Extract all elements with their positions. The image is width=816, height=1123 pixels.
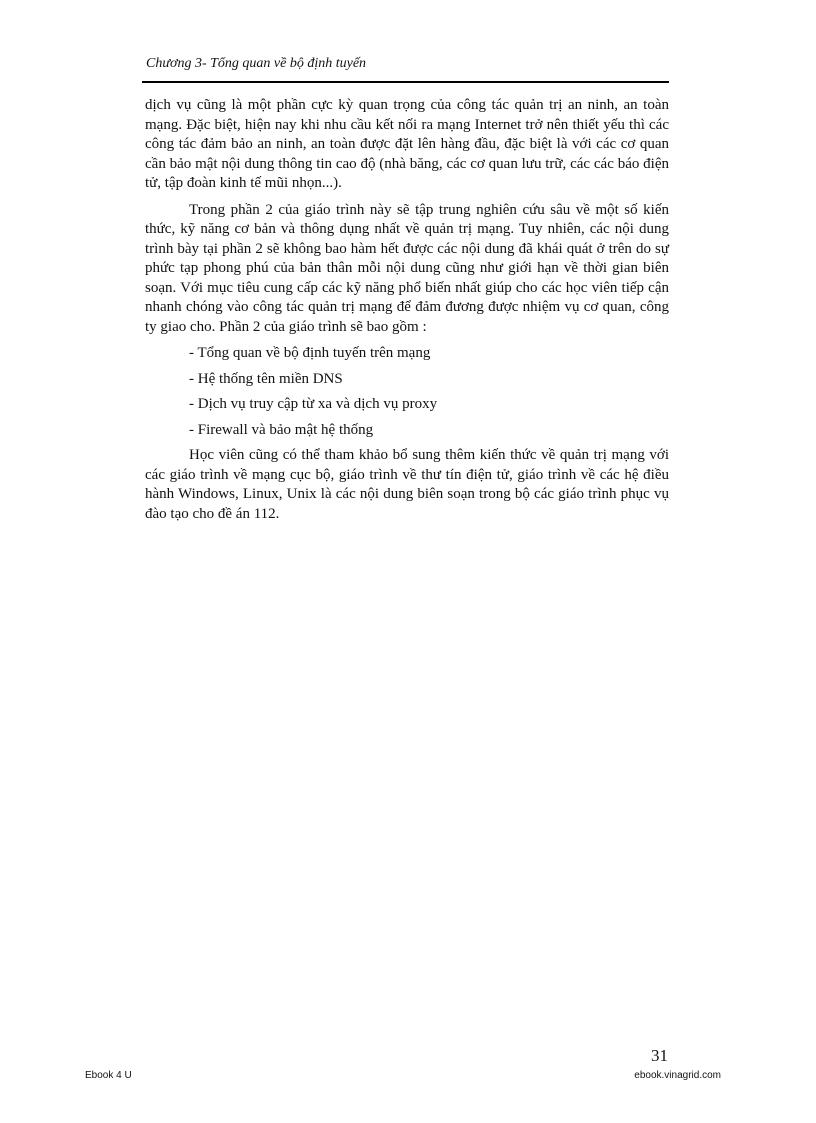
paragraph-2: Trong phần 2 của giáo trình này sẽ tập trung nghiên cứu sâu về một số kiến thức, kỹ năng cơ bản và thông dụng nhất về quản trị mạng. Tuy nhiên, các nội dung trình bày tại phần 2 sẽ không bao hàm hết được các nội dung đã khái quát ở trên do sự phức tạp phong phú của bản thân mỗi nội dung cũng như giới hạn về thời gian biên soạn. Với mục tiêu cung cấp các kỹ năng phổ biến nhất giúp cho các học viên tiếp cận nhanh chóng vào công tác quản trị mạng để đảm đương được nhiệm vụ cơ quan, công ty giao cho. Phần 2 của giáo trình sẽ bao gồm : xyxy=(145,201,669,335)
list-item: - Hệ thống tên miền DNS xyxy=(189,370,343,387)
footer-left-text: Ebook 4 U xyxy=(85,1070,132,1081)
list-item: - Tổng quan về bộ định tuyến trên mạng xyxy=(189,345,431,361)
page-content xyxy=(145,96,669,531)
list-item: - Firewall và bảo mật hệ thống xyxy=(189,421,374,438)
footer-right-text: ebook.vinagrid.com xyxy=(634,1070,721,1081)
topic-list xyxy=(145,344,669,440)
paragraph-3: Học viên cũng có thể tham khảo bổ sung thêm kiến thức về quản trị mạng với các giáo trình về mạng cục bộ, giáo trình về thư tín điện tử, giáo trình về các hệ điều hành Windows, Linux, Unix là các nội dung biên soạn trong bộ các giáo trình phục vụ đào tạo cho đề án 112. xyxy=(145,447,669,522)
page-number: 31 xyxy=(651,1046,668,1065)
header-divider xyxy=(142,81,669,83)
paragraph-1: dịch vụ cũng là một phần cực kỳ quan trọng của công tác quản trị an ninh, an toàn mạng. Đặc biệt, hiện nay khi nhu cầu kết nối ra mạng Internet trở nên thiết yếu thì các công tác đảm bảo an ninh, an toàn được đặt lên hàng đầu, đặc biệt là với các cơ quan cần bảo mật nội dung thông tin cao độ (nhà băng, các cơ quan lưu trữ, các các báo điện tử, tập đoàn kinh tế mũi nhọn...). xyxy=(145,97,669,191)
chapter-header: Chương 3- Tổng quan về bộ định tuyến xyxy=(146,56,367,71)
list-item: - Dịch vụ truy cập từ xa và dịch vụ proxy xyxy=(189,396,438,412)
